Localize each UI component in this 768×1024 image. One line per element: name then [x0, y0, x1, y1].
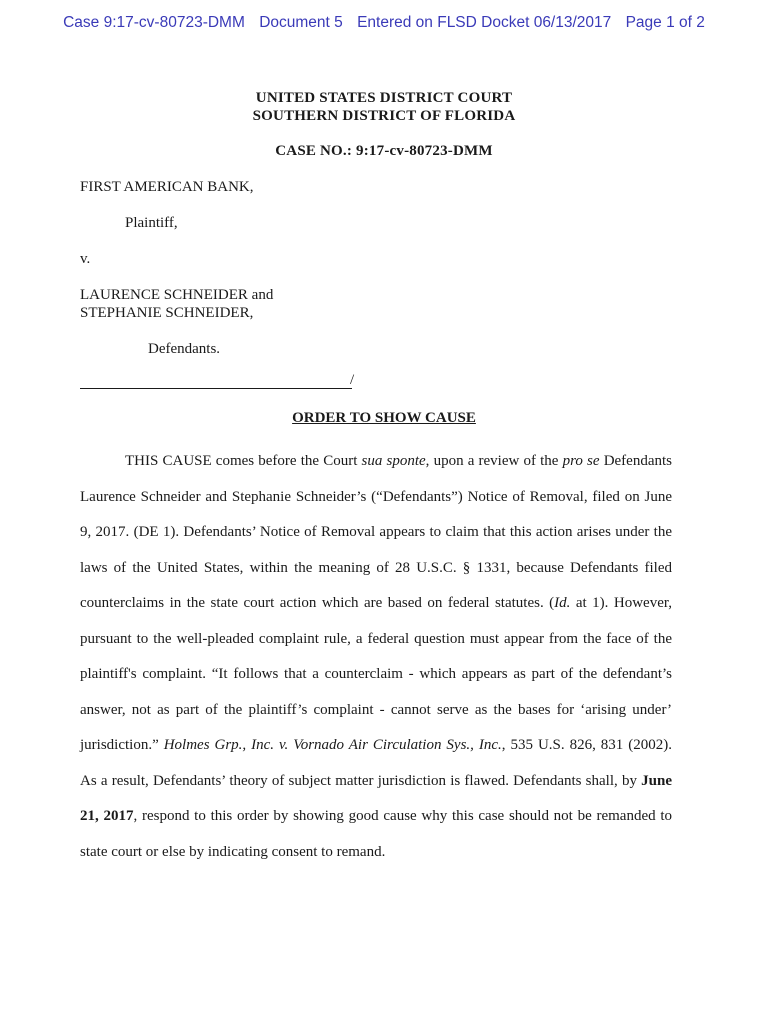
- defendant-name-2: STEPHANIE SCHNEIDER,: [80, 305, 254, 321]
- body-text-6: , respond to this order by showing good cause why this case should not be remanded to state court or else by indicating consent to remand.: [80, 808, 673, 860]
- plaintiff-role: Plaintiff,: [125, 215, 178, 231]
- body-text-3: Defendants Laurence Schneider and Stephanie Schneider’s (“Defendants”) Notice of Removal, filed on June 9, 2017. (DE 1). Defendants’ Notice of Removal appears to claim that this action arises under the laws of the United States, within the meaning of 28 U.S.C. § 1331, because Defendants filed counterclaims in the state court action which are based on federal statutes. (: [80, 453, 673, 611]
- docket-header: [0, 14, 768, 32]
- body-text-4: at 1). However, pursuant to the well-pleaded complaint rule, a federal question must appear from the face of the plaintiff's complaint. “It follows that a counterclaim - which appears as part of the defendant’s answer, not as part of the plaintiff’s complaint - cannot serve as the bases for ‘arising under’ jurisdiction.”: [80, 595, 672, 753]
- docket-case-number: Case 9:17-cv-80723-DMM: [63, 14, 245, 31]
- caption-divider-line: [80, 388, 352, 389]
- order-title: ORDER TO SHOW CAUSE: [292, 410, 476, 426]
- body-italic-id: Id.: [554, 595, 571, 611]
- case-number: CASE NO.: 9:17-cv-80723-DMM: [275, 143, 493, 159]
- body-text-1: THIS CAUSE comes before the Court: [125, 453, 362, 469]
- body-italic-sua-sponte: sua sponte: [361, 453, 426, 469]
- body-italic-pro-se: pro se: [562, 453, 600, 469]
- docket-page-count: Page 1 of 2: [625, 14, 705, 31]
- docket-document-number: Document 5: [259, 14, 343, 31]
- defendant-role: Defendants.: [148, 341, 221, 357]
- plaintiff-name: FIRST AMERICAN BANK,: [80, 179, 254, 195]
- court-name: UNITED STATES DISTRICT COURT: [255, 90, 513, 106]
- order-body: [80, 444, 672, 870]
- caption-divider-slash: /: [350, 372, 355, 388]
- docket-entered-date: Entered on FLSD Docket 06/13/2017: [357, 14, 612, 31]
- body-text-2: , upon a review of the: [425, 453, 563, 469]
- versus-label: v.: [80, 251, 91, 267]
- body-italic-case-citation: Holmes Grp., Inc. v. Vornado Air Circulation Sys., Inc.: [163, 737, 502, 753]
- defendant-name-1: LAURENCE SCHNEIDER and: [80, 287, 274, 303]
- body-bold-deadline: June 21, 2017: [80, 772, 672, 824]
- court-district: SOUTHERN DISTRICT OF FLORIDA: [252, 108, 516, 124]
- body-text-5: , 535 U.S. 826, 831 (2002). As a result, Defendants’ theory of subject matter jurisdiction is flawed. Defendants shall, by: [80, 737, 672, 789]
